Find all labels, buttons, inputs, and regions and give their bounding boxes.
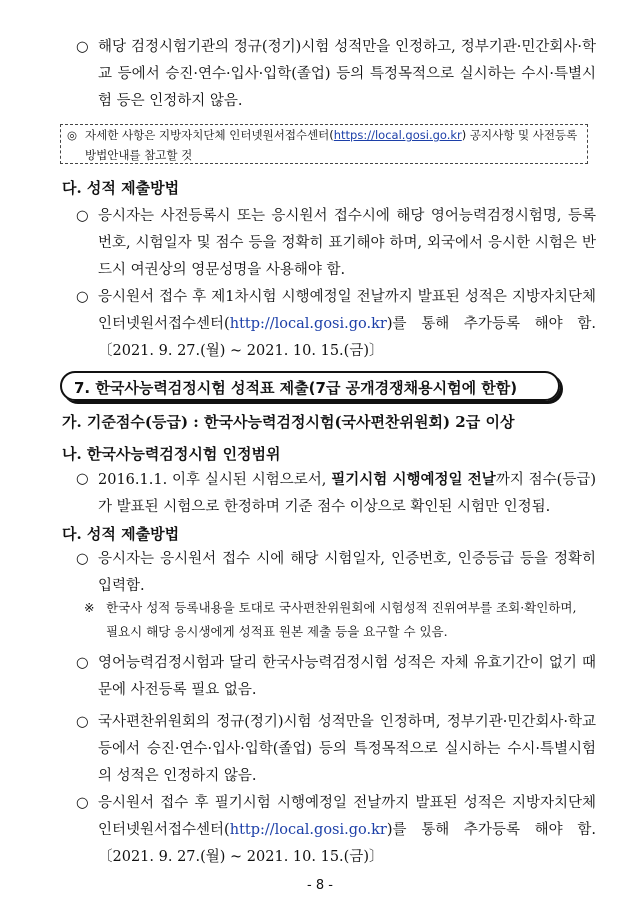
info-text-before: 자세한 사항은 지방자치단체 인터넷원서접수센터( (85, 128, 334, 142)
sub-na-heading: 나. 한국사능력검정시험 인정범위 (62, 445, 281, 463)
info-url-link[interactable]: https://local.gosi.go.kr (333, 128, 462, 142)
da-note (84, 596, 589, 644)
na-item-after: 까지 점수(등급)가 발표된 시험으로 한정하며 기준 점수 이상으로 확인된 시험만 인정됨. (98, 472, 596, 515)
intro-text: 해당 검정시험기관의 정규(정기)시험 성적만을 인정하고, 정부기관·민간회사·학교 등에서 승진·연수·입사·입학(졸업) 등의 특정목적으로 실시하는 수시·특별시험 등은 인정하지 않음. (98, 39, 596, 109)
part1-item-2-after: )를 통해 추가등록 해야 함. 〔2021. 9. 27.(월) ~ 2021. 10. 15.(금)〕 (98, 316, 596, 359)
intro-item (76, 34, 596, 115)
da-item-1 (76, 546, 596, 600)
sub-ga-heading: 가. 기준점수(등급) : 한국사능력검정시험(국사편찬위원회) 2급 이상 (62, 413, 515, 431)
part1-item-2-text (98, 284, 596, 365)
da-item-3-text: 국사편찬위원회의 정규(정기)시험 성적만을 인정하며, 정부기관·민간회사·학교 등에서 승진·연수·입사·입학(졸업) 등의 특정목적으로 실시하는 수시·특별시험의 성적은 인정하지 않음. (98, 714, 596, 784)
na-item-before: 2016.1.1. 이후 실시된 시험으로서, (98, 472, 332, 488)
da-item-1-text: 응시자는 응시원서 접수 시에 해당 시험일자, 인증번호, 인증등급 등을 정확히 입력함. (98, 551, 596, 594)
circle-bullet-icon: ○ (76, 714, 89, 730)
part1-url-link[interactable]: http://local.gosi.go.kr (229, 316, 387, 332)
circle-bullet-icon: ○ (76, 289, 89, 305)
info-text-after: ) 공지사항 및 사전등록 방법안내를 참고할 것 (85, 128, 578, 162)
da-item-2 (76, 650, 596, 704)
double-circle-icon: ◎ (67, 128, 78, 142)
info-notice-box (60, 124, 588, 164)
circle-bullet-icon: ○ (76, 471, 89, 487)
da-item-2-text: 영어능력검정시험과 달리 한국사능력검정시험 성적은 자체 유효기간이 없기 때문에 사전등록 필요 없음. (98, 655, 596, 698)
page-number: - 8 - (307, 878, 333, 893)
part1-item-2 (76, 284, 596, 365)
circle-bullet-icon: ○ (76, 208, 89, 224)
part1-item-1-text: 응시자는 사전등록시 또는 응시원서 접수시에 해당 영어능력검정시험명, 등록번호, 시험일자 및 점수 등을 정확히 표기해야 하며, 외국에서 응시한 시험은 반드시 여권상의 영문성명을 사용해야 함. (98, 208, 596, 278)
part1-item-1 (76, 203, 596, 284)
na-item (76, 466, 596, 521)
section-7-title: 7. 한국사능력검정시험 성적표 제출(7급 공개경쟁채용시험에 한함) (60, 371, 560, 401)
da-item-4-before: 응시원서 접수 후 필기시험 시행예정일 전날까지 발표된 성적은 지방자치단체 인터넷원서접수센터( (98, 795, 596, 838)
da-url-link[interactable]: http://local.gosi.go.kr (229, 822, 387, 838)
part1-heading: 다. 성적 제출방법 (62, 179, 180, 197)
da-item-3 (76, 709, 596, 790)
da-note-text: 한국사 성적 등록내용을 토대로 국사편찬위원회에 시험성적 진위여부를 조회·확인하며, 필요시 해당 응시생에게 성적표 원본 제출 등을 요구할 수 있음. (106, 600, 577, 639)
circle-bullet-icon: ○ (76, 39, 89, 55)
circle-bullet-icon: ○ (76, 795, 89, 811)
da-item-4 (76, 790, 596, 871)
na-item-text (98, 466, 596, 521)
circle-bullet-icon: ○ (76, 551, 89, 567)
info-notice-text (85, 125, 581, 165)
part1-item-2-before: 응시원서 접수 후 제1차시험 시행예정일 전날까지 발표된 성적은 지방자치단체 인터넷원서접수센터( (98, 289, 596, 332)
reference-mark-icon: ※ (84, 600, 95, 615)
sub-da-heading: 다. 성적 제출방법 (62, 525, 180, 543)
na-item-bold: 필기시험 시행예정일 전날 (331, 471, 496, 488)
da-item-4-text (98, 790, 596, 871)
da-item-4-after: )를 통해 추가등록 해야 함. 〔2021. 9. 27.(월) ~ 2021. 10. 15.(금)〕 (98, 822, 596, 865)
circle-bullet-icon: ○ (76, 655, 89, 671)
